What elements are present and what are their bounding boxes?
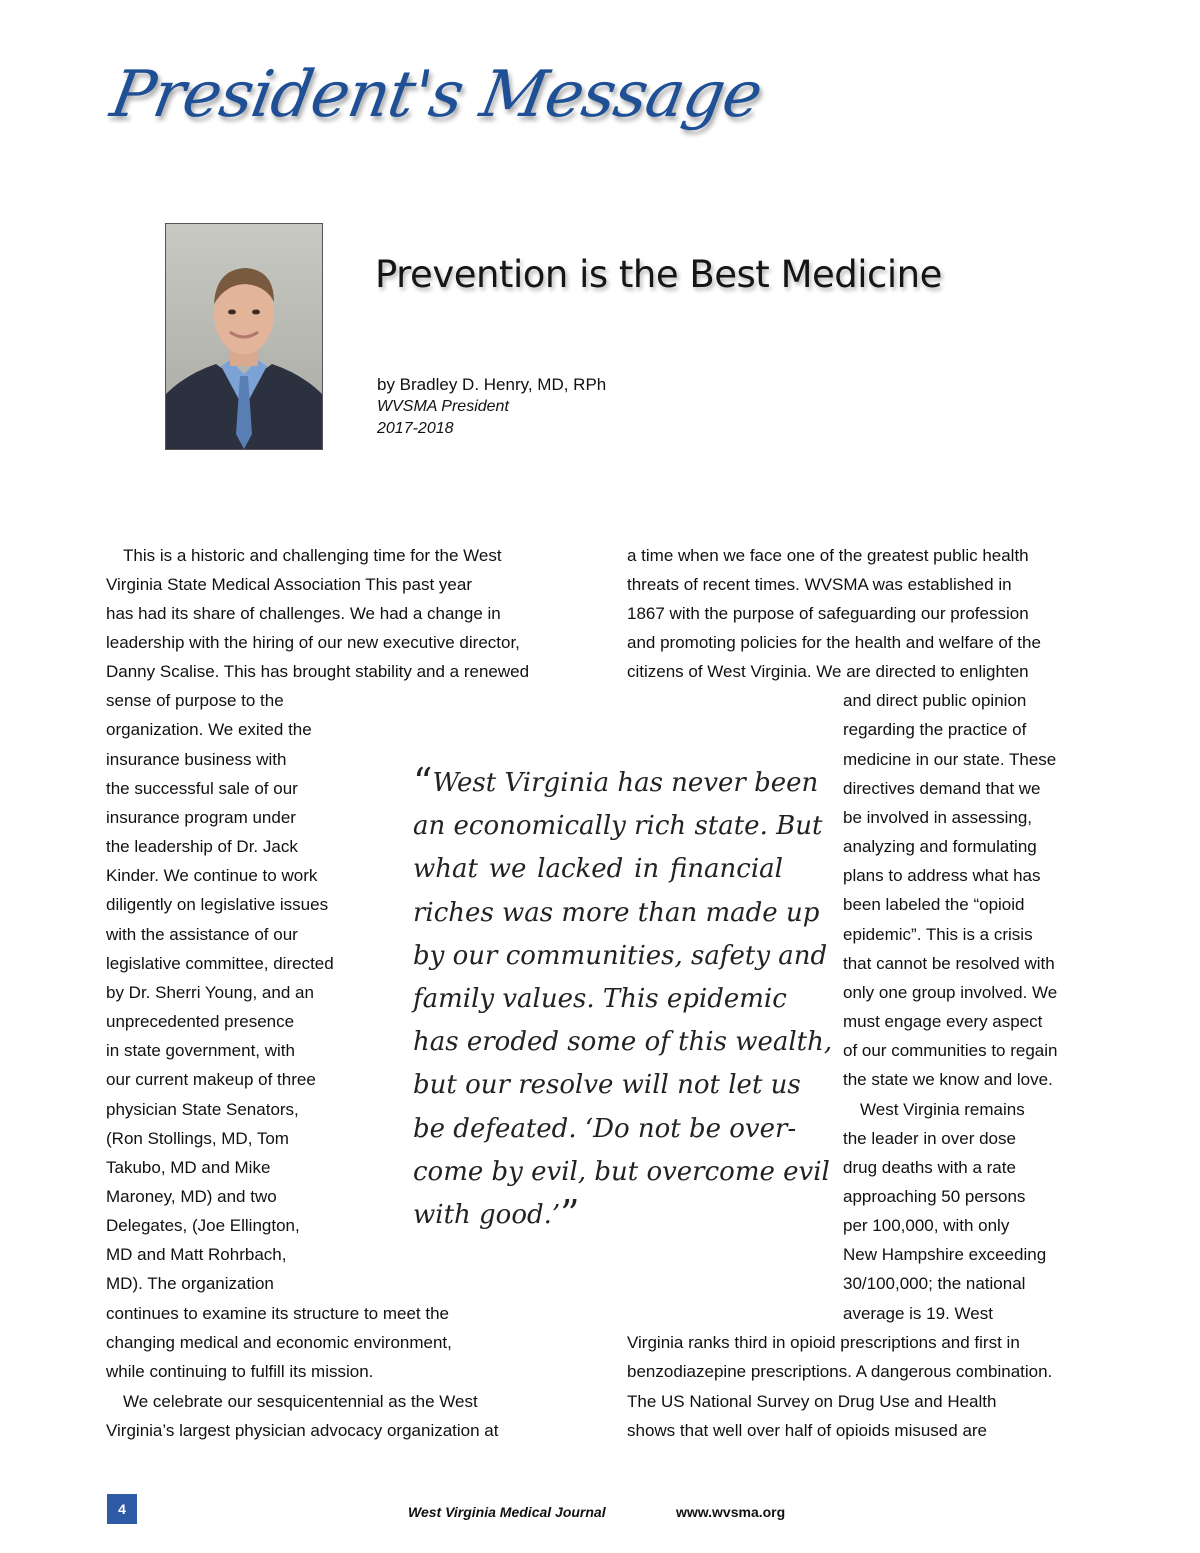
body-line: organization. We exited the (106, 720, 312, 739)
body-line: must engage every aspect (843, 1012, 1043, 1031)
body-line: by Dr. Sherri Young, and an (106, 983, 314, 1002)
body-line: New Hampshire exceeding (843, 1245, 1047, 1264)
body-line: be involved in assessing, (843, 808, 1033, 827)
author-byline: by Bradley D. Henry, MD, RPh (377, 375, 607, 394)
body-line: continues to examine its structure to meet the (106, 1304, 450, 1323)
page-number-badge: 4 (107, 1494, 137, 1524)
body-line: Danny Scalise. This has brought stability and a renewed (106, 662, 530, 681)
body-line: 1867 with the purpose of safeguarding our profession (627, 604, 1029, 623)
body-line: only one group involved. We (843, 983, 1058, 1002)
body-line: has had its share of challenges. We had a change in (106, 604, 501, 623)
close-quote-mark: ” (560, 1192, 580, 1237)
body-line: been labeled the “opioid (843, 895, 1025, 914)
body-line: unprecedented presence (106, 1012, 295, 1031)
body-line: insurance program under (106, 808, 296, 827)
body-line: per 100,000, with only (843, 1216, 1010, 1235)
author-term: 2017-2018 (377, 420, 454, 437)
body-line: diligently on legislative issues (106, 895, 329, 914)
body-line: with the assistance of our (106, 925, 298, 944)
body-line: and direct public opinion (843, 691, 1027, 710)
body-line: threats of recent times. WVSMA was established in (627, 575, 1012, 594)
body-line: of our communities to regain (843, 1041, 1058, 1060)
pull-quote-line: but our resolve will not let us (413, 1070, 801, 1101)
body-line: epidemic”. This is a crisis (843, 925, 1033, 944)
body-line: analyzing and formulating (843, 837, 1037, 856)
pull-quote (413, 760, 833, 1237)
body-line: sense of purpose to the (106, 691, 284, 710)
author-role: WVSMA President (377, 398, 509, 415)
body-line: Virginia State Medical Association This past year (106, 575, 473, 594)
open-quote-mark: “ (413, 760, 433, 804)
pull-quote-line: with good.’” (413, 1192, 580, 1237)
body-line: average is 19. West (843, 1304, 993, 1323)
section-header: President's Message (105, 58, 768, 132)
body-line: The US National Survey on Drug Use and Health (627, 1392, 997, 1411)
body-line: while continuing to fulfill its mission. (106, 1362, 374, 1381)
pull-quote-line: has eroded some of this wealth, (413, 1027, 833, 1058)
pull-quote-line: family values. This epidemic (413, 984, 787, 1015)
body-line: our current makeup of three (106, 1070, 316, 1089)
body-line: the successful sale of our (106, 779, 298, 798)
author-portrait-image (166, 224, 322, 449)
pull-quote-line: by our communities, safety and (413, 940, 828, 971)
pull-quote-line: be defeated. ‘Do not be over- (413, 1113, 797, 1144)
body-line: plans to address what has (843, 866, 1041, 885)
website-link[interactable]: www.wvsma.org (676, 1504, 786, 1520)
body-line: that cannot be resolved with (843, 954, 1055, 973)
body-line: legislative committee, directed (106, 954, 334, 973)
body-line: benzodiazepine prescriptions. A dangerous combination. (627, 1362, 1053, 1381)
pull-quote-line: an economically rich state. But (413, 811, 823, 842)
body-line: Kinder. We continue to work (106, 866, 318, 885)
body-line: Virginia’s largest physician advocacy organization at (106, 1421, 499, 1440)
body-line: the leadership of Dr. Jack (106, 837, 298, 856)
body-line: MD). The organization (106, 1274, 274, 1293)
body-line: drug deaths with a rate (843, 1158, 1016, 1177)
body-line: citizens of West Virginia. We are directed to enlighten (627, 662, 1029, 681)
body-line: a time when we face one of the greatest public health (627, 546, 1029, 565)
body-line: approaching 50 persons (843, 1187, 1026, 1206)
body-line: We celebrate our sesquicentennial as the West (123, 1392, 478, 1411)
body-line: directives demand that we (843, 779, 1041, 798)
journal-name: West Virginia Medical Journal (408, 1504, 606, 1520)
body-line: changing medical and economic environment, (106, 1333, 452, 1352)
body-line: shows that well over half of opioids misused are (627, 1421, 988, 1440)
body-line: leadership with the hiring of our new executive director, (106, 633, 520, 652)
article-title: Prevention is the Best Medicine (375, 253, 942, 296)
pull-quote-line: what we lacked in financial (413, 854, 783, 885)
body-line: regarding the practice of (843, 720, 1027, 739)
body-line: West Virginia remains (860, 1100, 1025, 1119)
pull-quote-line: come by evil, but overcome evil (413, 1156, 830, 1187)
body-line: Takubo, MD and Mike (106, 1158, 271, 1177)
body-line: Virginia ranks third in opioid prescriptions and first in (627, 1333, 1020, 1352)
body-line: (Ron Stollings, MD, Tom (106, 1129, 289, 1148)
body-line: Delegates, (Joe Ellington, (106, 1216, 300, 1235)
body-line: insurance business with (106, 750, 287, 769)
body-line: medicine in our state. These (843, 750, 1057, 769)
body-line: 30/100,000; the national (843, 1274, 1026, 1293)
author-photo (165, 223, 323, 450)
pull-quote-line: riches was more than made up (413, 897, 820, 928)
body-line: This is a historic and challenging time for the West (123, 546, 502, 565)
body-line: and promoting policies for the health and welfare of the (627, 633, 1041, 652)
body-line: physician State Senators, (106, 1100, 299, 1119)
body-line: the leader in over dose (843, 1129, 1016, 1148)
body-line: in state government, with (106, 1041, 295, 1060)
body-line: the state we know and love. (843, 1070, 1053, 1089)
body-line: MD and Matt Rohrbach, (106, 1245, 287, 1264)
byline-block (377, 374, 606, 440)
pull-quote-line: “West Virginia has never been (413, 760, 819, 804)
body-line: Maroney, MD) and two (106, 1187, 277, 1206)
